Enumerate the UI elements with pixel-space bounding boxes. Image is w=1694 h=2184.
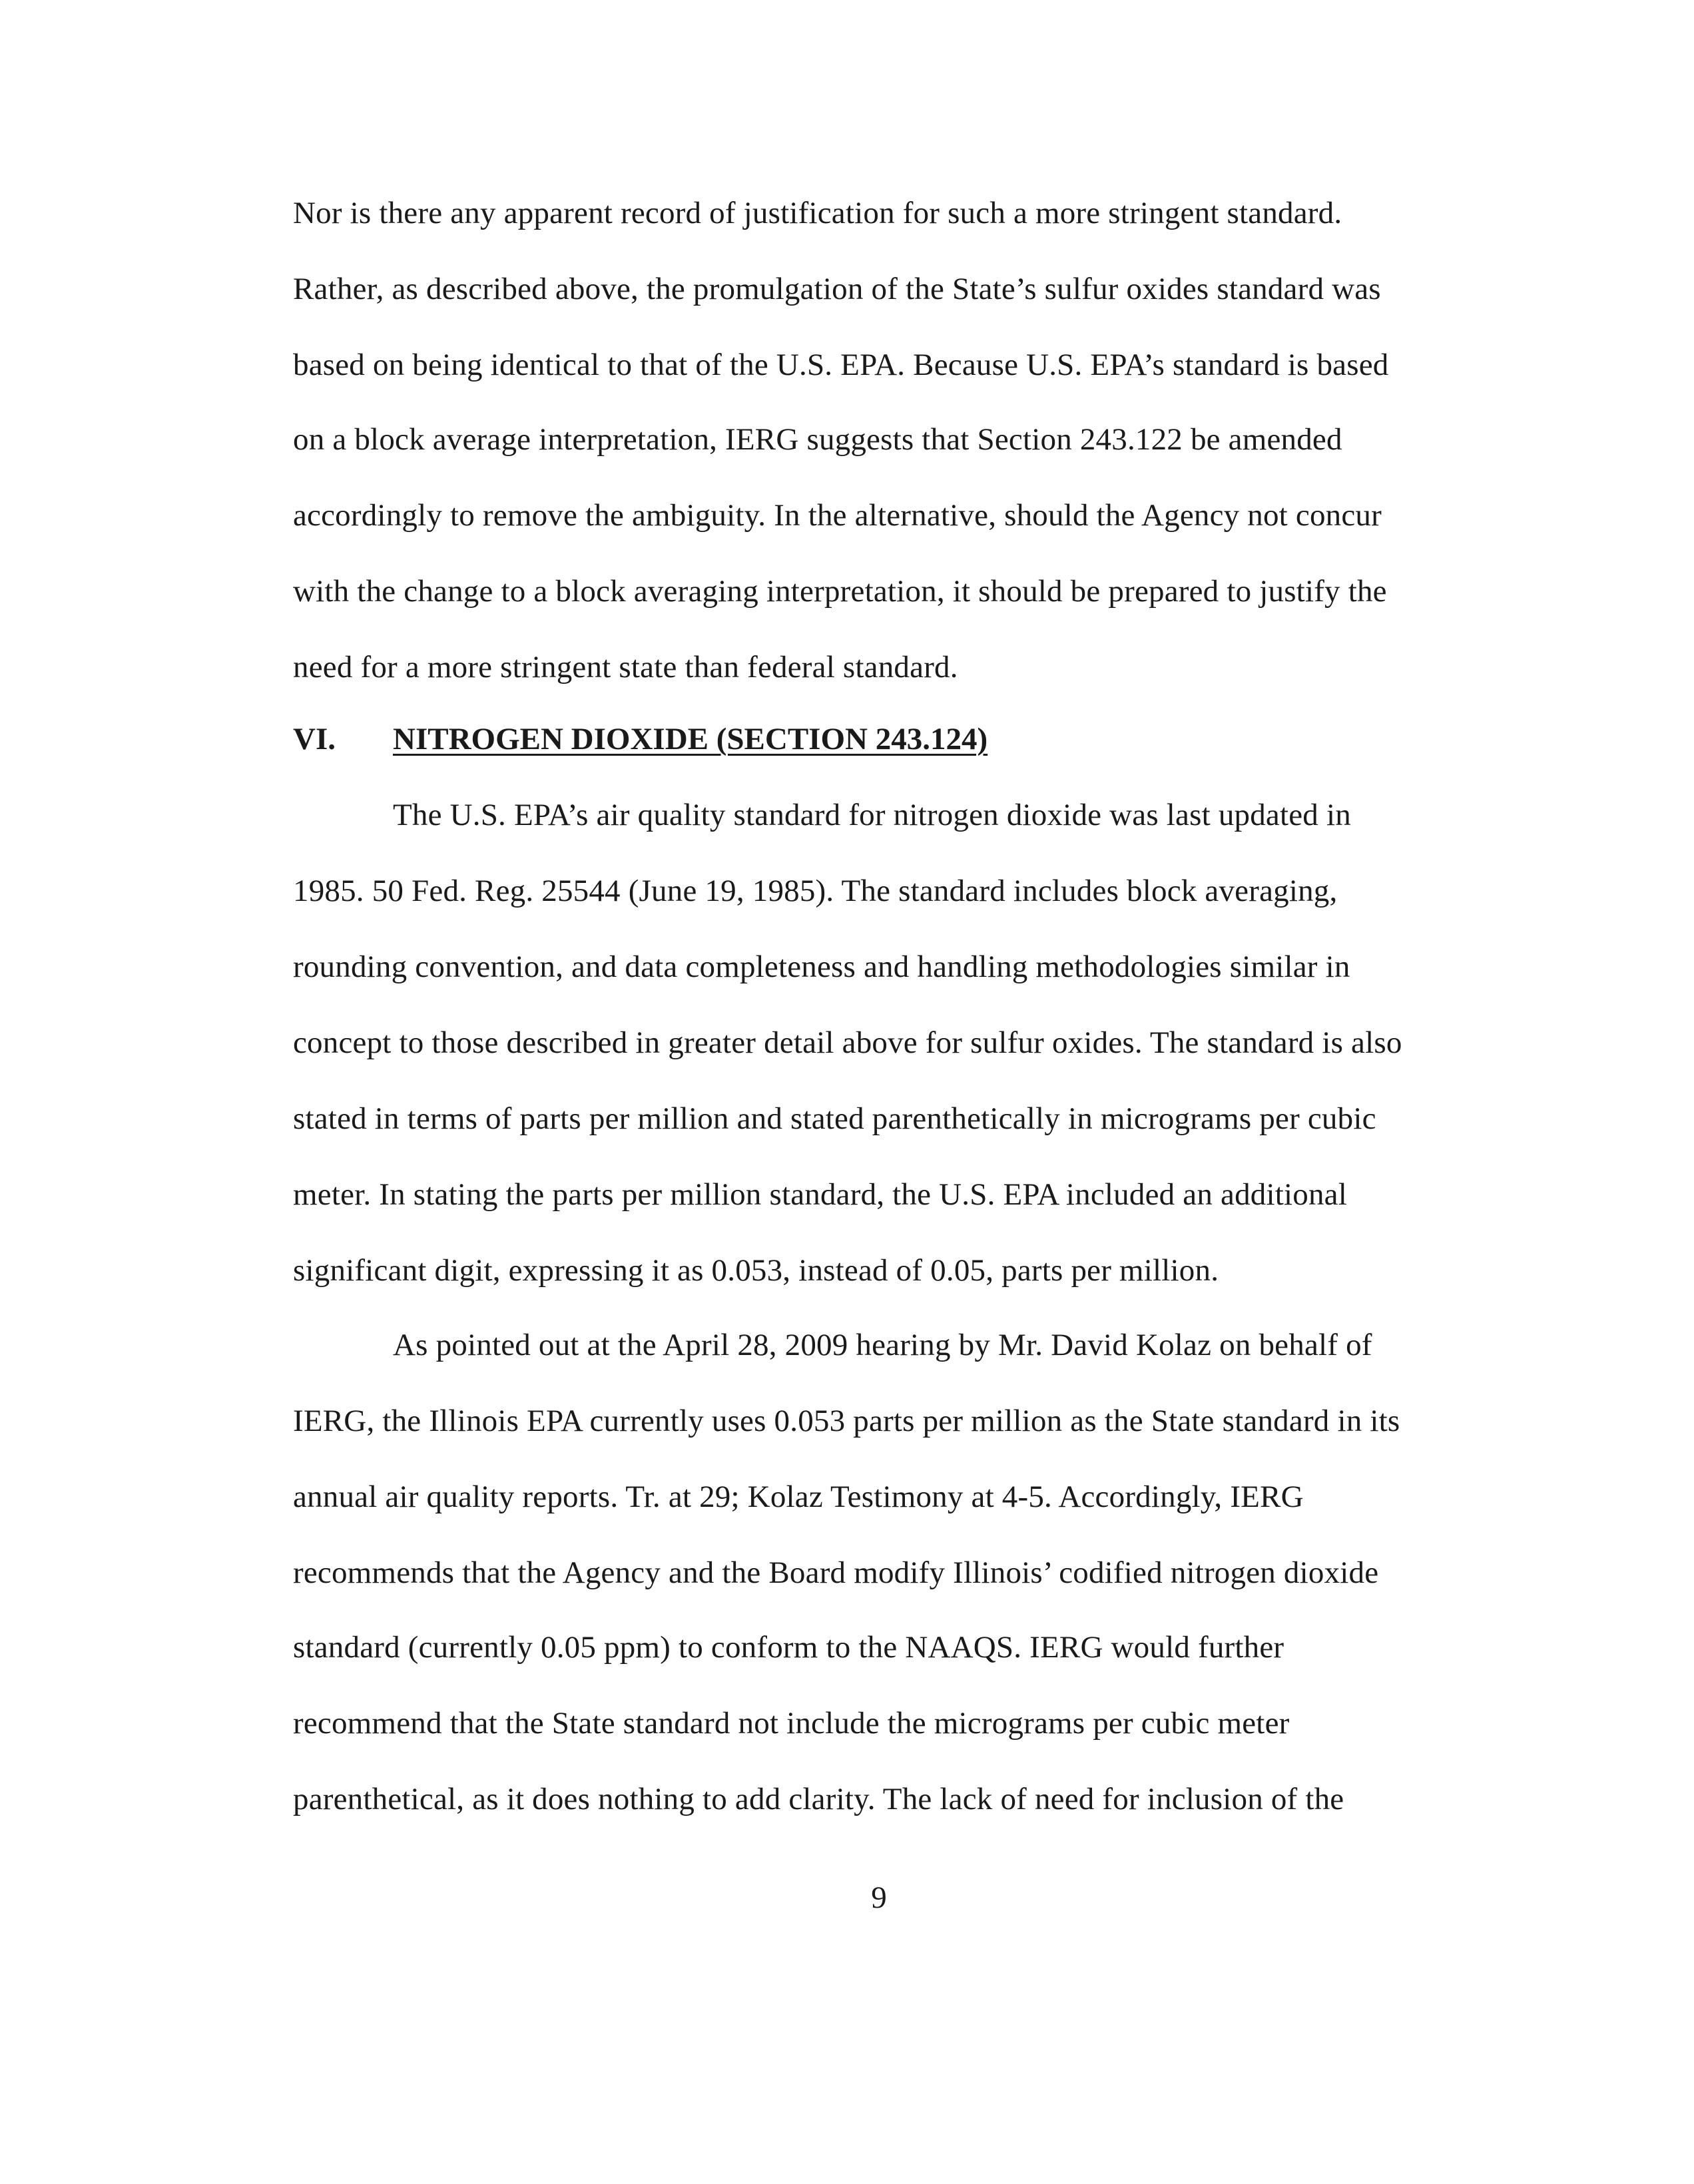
text-line: meter. In stating the parts per million standard, the U.S. EPA included an additional bbox=[293, 1177, 1347, 1212]
text-line: 1985. 50 Fed. Reg. 25544 (June 19, 1985). The standard includes block averaging, bbox=[293, 874, 1338, 908]
text-line: recommends that the Agency and the Board modify Illinois’ codified nitrogen dioxide bbox=[293, 1555, 1379, 1590]
text-line: annual air quality reports. Tr. at 29; Kolaz Testimony at 4-5. Accordingly, IERG bbox=[293, 1480, 1304, 1514]
text-line: Rather, as described above, the promulgation of the State’s sulfur oxides standard was bbox=[293, 272, 1381, 306]
text-line: standard (currently 0.05 ppm) to conform to the NAAQS. IERG would further bbox=[293, 1630, 1284, 1665]
section-title: NITROGEN DIOXIDE (SECTION 243.124) bbox=[393, 722, 988, 756]
section-number: VI. bbox=[293, 722, 336, 756]
text-line: parenthetical, as it does nothing to add clarity. The lack of need for inclusion of the bbox=[293, 1782, 1344, 1816]
text-line: As pointed out at the April 28, 2009 hearing by Mr. David Kolaz on behalf of bbox=[393, 1328, 1372, 1362]
text-line: recommend that the State standard not include the micrograms per cubic meter bbox=[293, 1706, 1290, 1741]
page-number: 9 bbox=[871, 1880, 887, 1915]
text-line: stated in terms of parts per million and stated parenthetically in micrograms per cubic bbox=[293, 1101, 1376, 1136]
text-line: The U.S. EPA’s air quality standard for nitrogen dioxide was last updated in bbox=[393, 798, 1351, 832]
text-line: significant digit, expressing it as 0.053, instead of 0.05, parts per million. bbox=[293, 1253, 1219, 1288]
text-line: IERG, the Illinois EPA currently uses 0.053 parts per million as the State standard in its bbox=[293, 1404, 1400, 1438]
text-line: based on being identical to that of the U.S. EPA. Because U.S. EPA’s standard is based bbox=[293, 348, 1389, 382]
text-line: rounding convention, and data completeness and handling methodologies similar in bbox=[293, 950, 1350, 984]
text-line: with the change to a block averaging interpretation, it should be prepared to justify the bbox=[293, 574, 1387, 609]
text-line: on a block average interpretation, IERG suggests that Section 243.122 be amended bbox=[293, 422, 1342, 457]
text-line: Nor is there any apparent record of justification for such a more stringent standard. bbox=[293, 196, 1342, 230]
text-line: accordingly to remove the ambiguity. In the alternative, should the Agency not concur bbox=[293, 498, 1382, 533]
text-line: need for a more stringent state than federal standard. bbox=[293, 650, 958, 684]
text-line: concept to those described in greater detail above for sulfur oxides. The standard is also bbox=[293, 1025, 1402, 1060]
